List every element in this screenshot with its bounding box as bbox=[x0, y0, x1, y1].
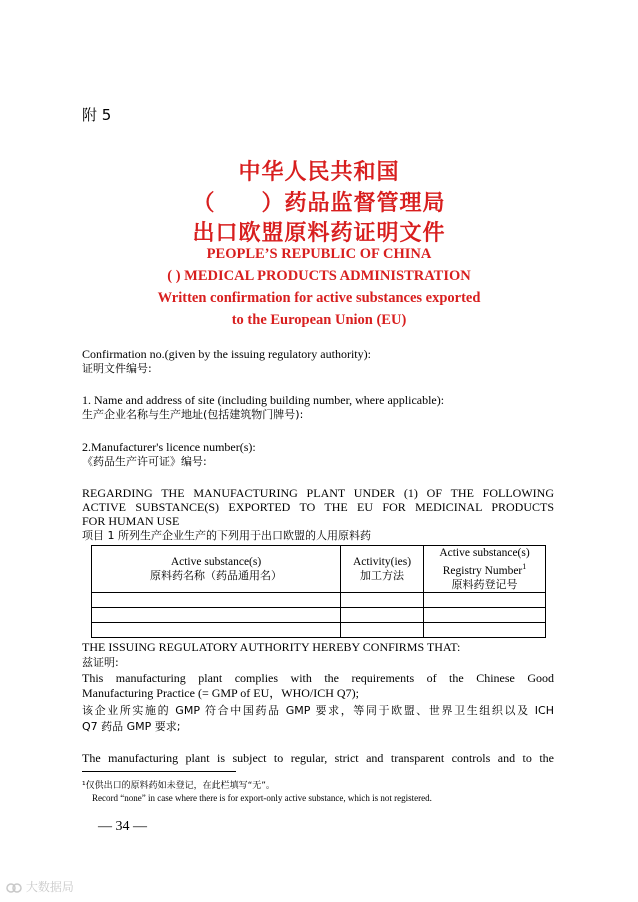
complies-cn-line-2: Q7 药品 GMP 要求; bbox=[82, 720, 181, 733]
title-en-line-2: ( ) MEDICAL PRODUCTS ADMINISTRATION bbox=[167, 268, 471, 284]
site-name-cn: 生产企业名称与生产地址(包括建筑物门牌号): bbox=[82, 408, 304, 421]
header-registry-cn: 原料药登记号 bbox=[451, 577, 518, 591]
active-substance-table bbox=[91, 545, 546, 638]
licence-number-cn: 《药品生产许可证》编号: bbox=[82, 455, 207, 468]
header-activity bbox=[341, 546, 424, 593]
title-cn-line-3: 出口欧盟原料药证明文件 bbox=[192, 221, 446, 246]
table-cell bbox=[341, 623, 424, 638]
table-cell bbox=[341, 593, 424, 608]
header-active-substance-en: Active substance(s) bbox=[170, 556, 262, 568]
header-active-substance-cn: 原料药名称（药品通用名） bbox=[150, 569, 282, 582]
table-cell bbox=[424, 608, 546, 623]
title-cn-line-2: （ ）药品监督管理局 bbox=[192, 191, 446, 216]
regarding-line-1: REGARDING THE MANUFACTURING PLANT UNDER (1) OF THE FOLLOWING bbox=[82, 486, 554, 500]
subject-line: The manufacturing plant is subject to regular, strict and transparent controls and to the bbox=[82, 751, 554, 765]
title-en-line-4: to the European Union (EU) bbox=[231, 312, 407, 328]
page-number: — 34 — bbox=[98, 819, 147, 834]
table-cell bbox=[341, 608, 424, 623]
table-row bbox=[92, 593, 546, 608]
table-cell bbox=[92, 608, 341, 623]
header-registry bbox=[424, 546, 546, 593]
header-activity-cn: 加工方法 bbox=[360, 569, 404, 582]
item3-cn: 项目 1 所列生产企业生产的下列用于出口欧盟的人用原料药 bbox=[82, 529, 371, 542]
footnote-divider bbox=[82, 771, 236, 772]
title-en-line-3: Written confirmation for active substances exported bbox=[157, 290, 481, 306]
confirmation-no-cn: 证明文件编号: bbox=[82, 362, 152, 375]
site-name-en: 1. Name and address of site (including building number, where applicable): bbox=[82, 393, 445, 407]
confirms-cn: 兹证明: bbox=[82, 656, 119, 669]
appendix-label: 附 5 bbox=[82, 106, 112, 124]
footnote-en: Record “none” in case where there is for export-only active substance, which is not registered. bbox=[92, 793, 432, 803]
header-activity-en: Activity(ies) bbox=[352, 556, 412, 568]
header-active-substance bbox=[92, 546, 341, 593]
footnote-cn: ¹仅供出口的原料药如未登记，在此栏填写“无”。 bbox=[82, 781, 275, 791]
complies-cn-line-1: 该企业所实施的 GMP 符合中国药品 GMP 要求，等同于欧盟、世界卫生组织以及 ICH bbox=[82, 704, 554, 717]
complies-line-2: Manufacturing Practice (= GMP of EU，WHO/ICH Q7); bbox=[82, 686, 359, 700]
watermark bbox=[6, 878, 74, 895]
table-row bbox=[92, 608, 546, 623]
confirmation-no-en: Confirmation no.(given by the issuing regulatory authority): bbox=[82, 347, 371, 361]
header-registry-en-2 bbox=[424, 560, 545, 578]
table-row bbox=[92, 623, 546, 638]
footnote-marker: 1 bbox=[522, 562, 527, 572]
watermark-text: 大数据局 bbox=[25, 880, 74, 894]
table-cell bbox=[92, 593, 341, 608]
licence-number-en: 2.Manufacturer's licence number(s): bbox=[82, 440, 256, 454]
table-cell bbox=[424, 623, 546, 638]
complies-line-1: This manufacturing plant complies with the requirements of the Chinese Good bbox=[82, 671, 554, 685]
title-en-line-1: PEOPLE’S REPUBLIC OF CHINA bbox=[206, 246, 432, 262]
confirms-en: THE ISSUING REGULATORY AUTHORITY HEREBY CONFIRMS THAT: bbox=[82, 640, 461, 654]
regarding-line-3: FOR HUMAN USE bbox=[82, 514, 180, 528]
table-header-row bbox=[92, 546, 546, 593]
title-cn-line-1: 中华人民共和国 bbox=[238, 160, 400, 185]
header-registry-en-1: Active substance(s) bbox=[439, 547, 530, 560]
regarding-line-2: ACTIVE SUBSTANCE(S) EXPORTED TO THE EU FOR MEDICINAL PRODUCTS bbox=[82, 500, 554, 514]
table-cell bbox=[424, 593, 546, 608]
table-cell bbox=[92, 623, 341, 638]
header-registry-en-2-text: Registry Number bbox=[442, 564, 523, 577]
watermark-logo-icon bbox=[6, 882, 22, 894]
